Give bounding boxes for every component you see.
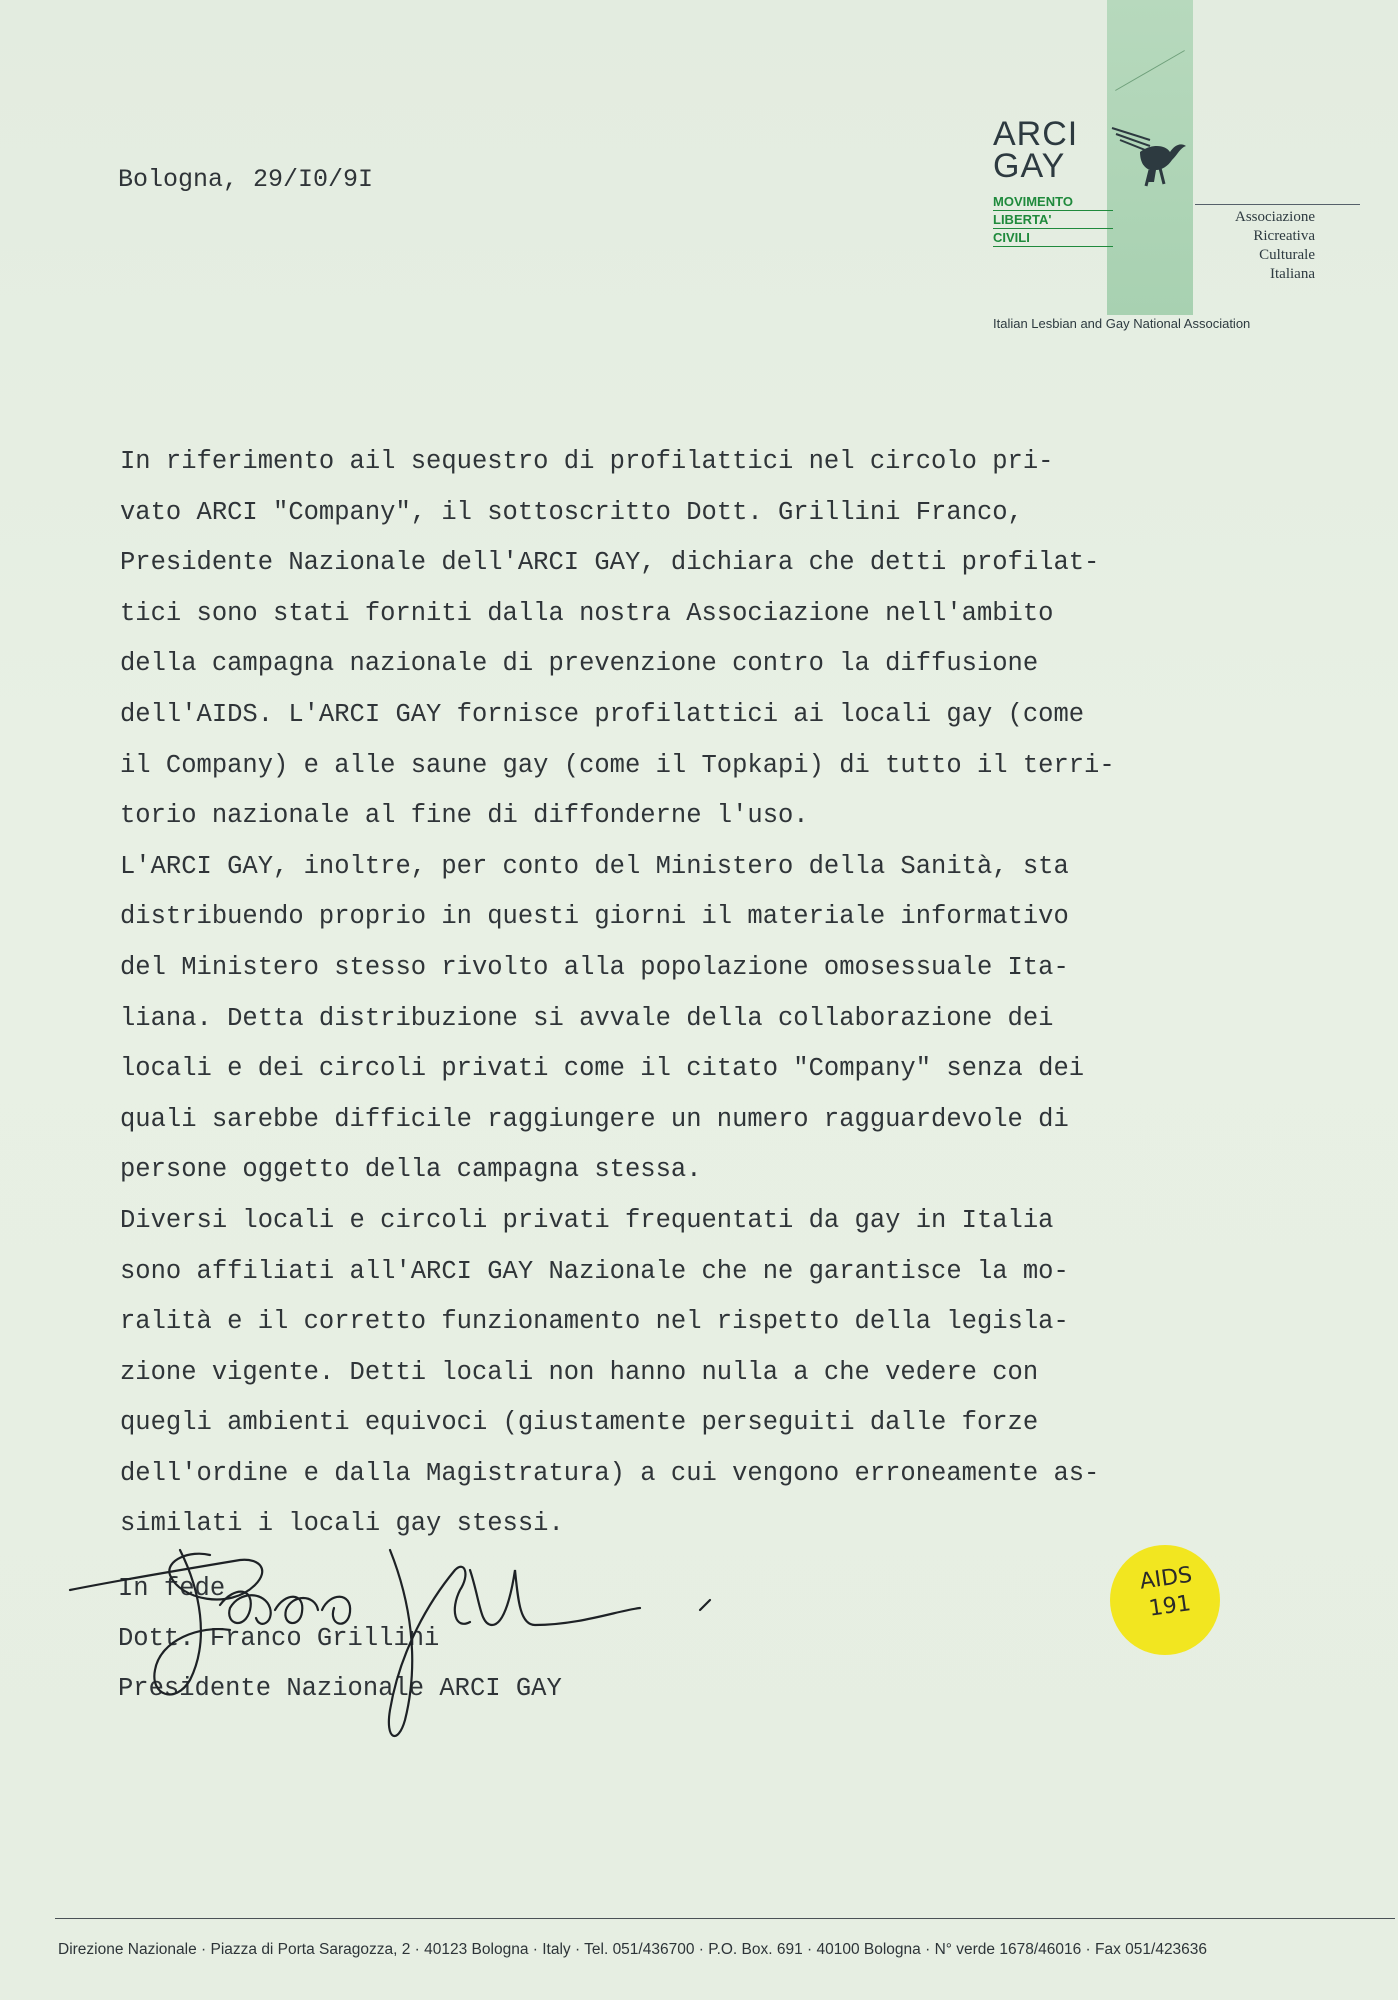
letterhead-divider [1195,204,1360,205]
body-line: sono affiliati all'ARCI GAY Nazionale che ne garantisce la mo- [120,1256,1069,1286]
signatory-title: Presidente Nazionale ARCI GAY [118,1674,562,1703]
arci-gay-logo-text [993,115,1079,185]
association-line: Associazione [1235,209,1315,225]
sticker-text [1124,1560,1211,1627]
body-line: ralità e il corretto funzionamento nel rispetto della legisla- [120,1307,1069,1337]
movement-line: MOVIMENTO [993,193,1113,211]
footer-divider [55,1918,1395,1919]
movement-line: CIVILI [993,229,1113,247]
body-line: Presidente Nazionale dell'ARCI GAY, dichiara che detti profilat- [120,548,1100,578]
aids-archive-sticker [1110,1545,1220,1655]
sticker-line: 191 [1147,1591,1193,1622]
body-line: zione vigente. Detti locali non hanno nulla a che vedere con [120,1357,1039,1387]
footer-address: Direzione Nazionale · Piazza di Porta Saragozza, 2 · 40123 Bologna · Italy · Tel. 051/436700 · P.O. Box. 691 · 40100 Bologna · N° verde 1678/46016 · Fax 051/423636 [58,1941,1208,1958]
body-line: liana. Detta distribuzione si avvale della collaborazione dei [120,1003,1054,1033]
movement-line: LIBERTA' [993,211,1113,229]
body-line: torio nazionale al fine di diffonderne l'uso. [120,801,809,831]
movement-subtitle [993,193,1113,247]
body-line: del Ministero stesso rivolto alla popolazione omosessuale Ita- [120,952,1069,982]
body-line: dell'ordine e dalla Magistratura) a cui vengono erroneamente as- [120,1458,1100,1488]
body-line: similati i locali gay stessi. [120,1509,564,1539]
letter-body [120,437,1290,1550]
body-line: distribuendo proprio in questi giorni il materiale informativo [120,902,1069,932]
association-line: Italiana [1270,266,1315,282]
body-line: quegli ambienti equivoci (giustamente perseguiti dalle forze [120,1408,1039,1438]
association-line: Culturale [1259,247,1315,263]
letter-date: Bologna, 29/I0/9I [118,165,374,194]
association-line: Ricreativa [1253,228,1315,244]
logo-line-arci: ARCI [993,115,1079,153]
body-line: quali sarebbe difficile raggiungere un numero ragguardevole di [120,1104,1069,1134]
body-line: dell'AIDS. L'ARCI GAY fornisce profilattici ai locali gay (come [120,699,1085,729]
body-line: persone oggetto della campagna stessa. [120,1155,702,1185]
body-line: In riferimento ail sequestro di profilattici nel circolo pri- [120,447,1054,476]
sticker-line: AIDS [1138,1562,1194,1595]
body-line: L'ARCI GAY, inoltre, per conto del Ministero della Sanità, sta [120,851,1069,881]
english-association-name: Italian Lesbian and Gay National Association [993,316,1251,331]
body-line: della campagna nazionale di prevenzione contro la diffusione [120,649,1039,679]
association-description [1205,208,1315,284]
body-line: il Company) e alle saune gay (come il Topkapi) di tutto il terri- [120,750,1115,780]
signatory-name: Dott. Franco Grillini [118,1624,440,1653]
body-line: vato ARCI "Company", il sottoscritto Dott. Grillini Franco, [120,497,1023,527]
body-line: locali e dei circoli privati come il citato "Company" senza dei [120,1054,1085,1084]
logo-line-gay: GAY [993,147,1066,185]
pegasus-logo-icon [1110,122,1190,192]
body-line: Diversi locali e circoli privati frequentati da gay in Italia [120,1205,1054,1235]
closing-salutation: In fede [118,1574,226,1603]
handwritten-signature [60,1530,760,1770]
body-line: tici sono stati forniti dalla nostra Associazione nell'ambito [120,598,1054,628]
